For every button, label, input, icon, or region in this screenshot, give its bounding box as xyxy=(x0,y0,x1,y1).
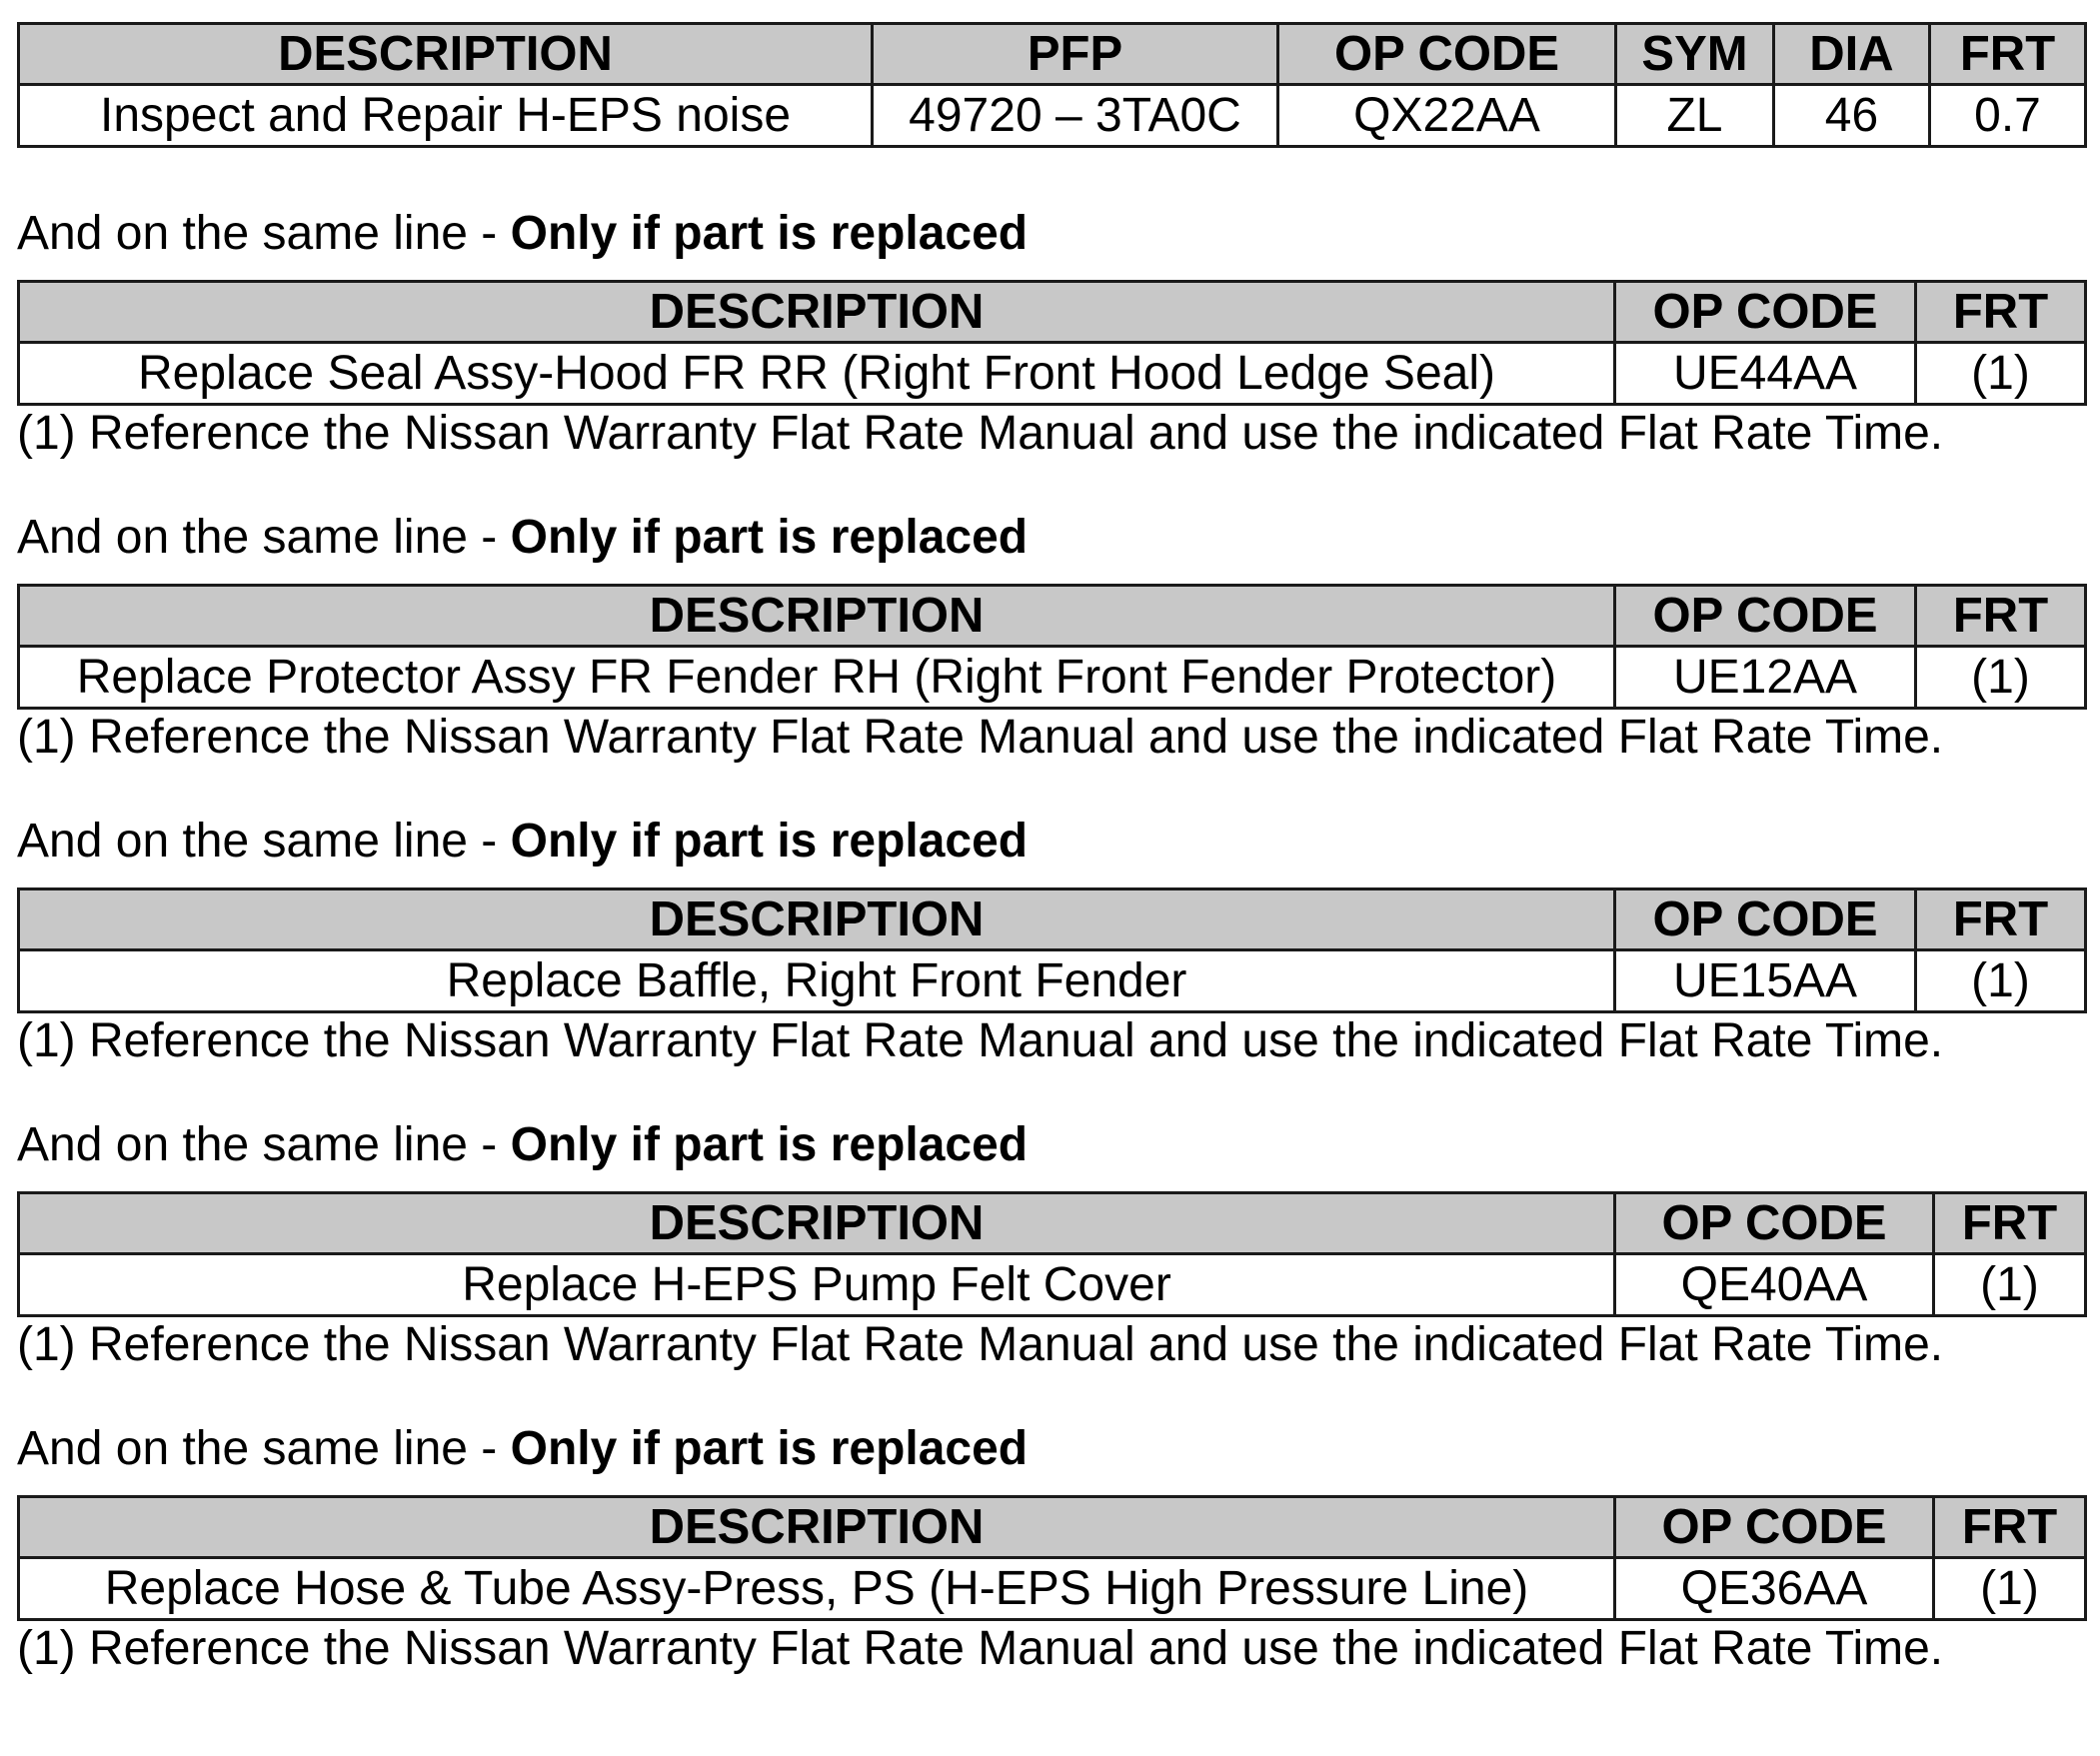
lead-bold-text: Only if part is replaced xyxy=(510,1422,1029,1475)
cell-dia: 46 xyxy=(1774,85,1930,147)
header-frt: FRT xyxy=(1916,889,2086,950)
footnote-text: (1) Reference the Nissan Warranty Flat Rate Manual and use the indicated Flat Rate Time. xyxy=(17,711,1944,764)
header-dia: DIA xyxy=(1774,24,1930,85)
cell-op-code: QE40AA xyxy=(1615,1254,1934,1316)
lead-bold-text: Only if part is replaced xyxy=(510,511,1029,564)
lead-bold-text: Only if part is replaced xyxy=(510,815,1029,868)
header-op-code: OP CODE xyxy=(1615,1193,1934,1254)
op-code-table xyxy=(17,280,2087,406)
op-code-table xyxy=(17,1495,2087,1621)
op-code-table xyxy=(17,887,2087,1013)
table-header-row xyxy=(19,889,2086,950)
section-lead-text xyxy=(17,812,2084,872)
header-description: DESCRIPTION xyxy=(19,889,1615,950)
cell-op-code: UE44AA xyxy=(1615,343,1916,405)
table-header-row xyxy=(19,586,2086,647)
lead-normal-text: And on the same line - xyxy=(17,207,511,260)
table-row xyxy=(19,85,2086,147)
cell-frt: (1) xyxy=(1934,1254,2086,1316)
header-frt: FRT xyxy=(1916,282,2086,343)
header-frt: FRT xyxy=(1934,1497,2086,1558)
header-frt: FRT xyxy=(1934,1193,2086,1254)
table-row xyxy=(19,950,2086,1012)
cell-frt: 0.7 xyxy=(1930,85,2086,147)
cell-frt: (1) xyxy=(1916,343,2086,405)
header-op-code: OP CODE xyxy=(1615,586,1916,647)
section-lead-text xyxy=(17,508,2084,568)
section-lead-text xyxy=(17,1115,2084,1175)
header-description: DESCRIPTION xyxy=(19,24,873,85)
header-frt: FRT xyxy=(1930,24,2086,85)
footnote-text: (1) Reference the Nissan Warranty Flat Rate Manual and use the indicated Flat Rate Time. xyxy=(17,1014,1944,1067)
cell-description: Replace H-EPS Pump Felt Cover xyxy=(19,1254,1615,1316)
cell-frt: (1) xyxy=(1934,1558,2086,1620)
section-lead-text xyxy=(17,1419,2084,1479)
header-frt: FRT xyxy=(1916,586,2086,647)
table-row xyxy=(19,343,2086,405)
lead-normal-text: And on the same line - xyxy=(17,1118,511,1171)
op-code-table xyxy=(17,584,2087,710)
cell-sym: ZL xyxy=(1616,85,1774,147)
header-op-code: OP CODE xyxy=(1615,889,1916,950)
document-page xyxy=(17,22,2084,1677)
header-sym: SYM xyxy=(1616,24,1774,85)
header-description: DESCRIPTION xyxy=(19,1497,1615,1558)
lead-bold-text: Only if part is replaced xyxy=(510,1118,1029,1171)
header-description: DESCRIPTION xyxy=(19,1193,1615,1254)
lead-bold-text: Only if part is replaced xyxy=(510,207,1029,260)
header-pfp: PFP xyxy=(873,24,1278,85)
cell-frt: (1) xyxy=(1916,647,2086,709)
footnote-text: (1) Reference the Nissan Warranty Flat Rate Manual and use the indicated Flat Rate Time. xyxy=(17,1318,1944,1371)
cell-frt: (1) xyxy=(1916,950,2086,1012)
header-description: DESCRIPTION xyxy=(19,282,1615,343)
cell-op-code: QX22AA xyxy=(1278,85,1616,147)
table-header-row xyxy=(19,24,2086,85)
lead-normal-text: And on the same line - xyxy=(17,1422,511,1475)
table-header-row xyxy=(19,1193,2086,1254)
header-op-code: OP CODE xyxy=(1615,282,1916,343)
footnote-text: (1) Reference the Nissan Warranty Flat Rate Manual and use the indicated Flat Rate Time. xyxy=(17,407,1944,460)
table-row xyxy=(19,1254,2086,1316)
cell-op-code: QE36AA xyxy=(1615,1558,1934,1620)
lead-normal-text: And on the same line - xyxy=(17,511,511,564)
lead-normal-text: And on the same line - xyxy=(17,815,511,868)
op-code-table xyxy=(17,1191,2087,1317)
table-row xyxy=(19,647,2086,709)
cell-description: Replace Baffle, Right Front Fender xyxy=(19,950,1615,1012)
header-op-code: OP CODE xyxy=(1278,24,1616,85)
footnote-text: (1) Reference the Nissan Warranty Flat Rate Manual and use the indicated Flat Rate Time. xyxy=(17,1622,1944,1675)
main-claim-table xyxy=(17,22,2087,148)
cell-pfp: 49720 – 3TA0C xyxy=(873,85,1278,147)
cell-description: Replace Protector Assy FR Fender RH (Right Front Fender Protector) xyxy=(19,647,1615,709)
header-op-code: OP CODE xyxy=(1615,1497,1934,1558)
cell-description: Inspect and Repair H-EPS noise xyxy=(19,85,873,147)
cell-op-code: UE12AA xyxy=(1615,647,1916,709)
cell-description: Replace Seal Assy-Hood FR RR (Right Front Hood Ledge Seal) xyxy=(19,343,1615,405)
section-lead-text xyxy=(17,204,2084,264)
header-description: DESCRIPTION xyxy=(19,586,1615,647)
cell-description: Replace Hose & Tube Assy-Press, PS (H-EPS High Pressure Line) xyxy=(19,1558,1615,1620)
cell-op-code: UE15AA xyxy=(1615,950,1916,1012)
table-header-row xyxy=(19,282,2086,343)
table-row xyxy=(19,1558,2086,1620)
table-header-row xyxy=(19,1497,2086,1558)
